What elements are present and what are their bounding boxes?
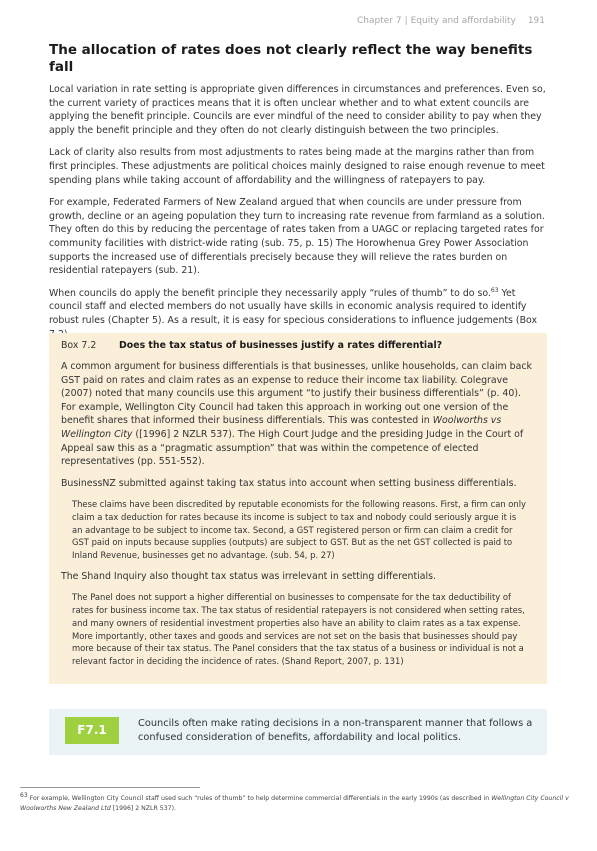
paragraph-text: Yet council staff and elected members do not usually have skills in economic analysis required to identify robust rules (Chapter 5). As a result, it is easy for specious considerations to influence judgements (Box (49, 287, 538, 326)
paragraph: For example, Federated Farmers of New Zealand argued that when councils are under pressure from growth, decline or an ageing population they turn to increasing rate revenue from farmland as a solution. They often do this by reducing the percentage of rates taken from a UAGC or replacing targeted rates for community facilities with district-wide rating (sub. 75, p. 15) The Horowhenua Grey Power Association supports the increased use of differentials precisely because they will relieve the rates burden on residential ratepayers (sub. 21). (49, 197, 545, 277)
paragraph-text: When councils do apply the benefit principle they necessarily apply “rules of thumb” to do so. (49, 287, 491, 299)
finding-label: F7.1 (65, 717, 119, 744)
chapter-label: Chapter 7 (357, 16, 402, 26)
box-paragraph: BusinessNZ submitted against taking tax status into account when setting business differentials. (61, 477, 517, 489)
box-paragraph (61, 360, 535, 469)
footnote-text: For example, Wellington City Council staff used such “rules of thumb” to help determine commercial differentials in the early 1990s (as described in (27, 795, 492, 802)
box-paragraph: The Shand Inquiry also thought tax status was irrelevant in setting differentials. (61, 570, 436, 582)
block-quote-shand: The Panel does not support a higher differential on businesses to compensate for the tax deductibility of rates for business income tax. The tax status of residential ratepayers is not considered when setting rates, and many owners of residential investment properties also have an ability to claim rates as a tax expense. More importantly, other taxes and goods and services are not set on the basis that businesses should pay more because of their tax status. The Panel considers that the tax status of a business or individual is not a relevant factor in deciding the incidence of rates. (Shand Report, 2007, p. 131) (72, 592, 525, 666)
box-7-2 (49, 333, 547, 684)
box-heading (61, 340, 535, 351)
section-label: Equity and affordability (410, 16, 516, 26)
paragraph: Local variation in rate setting is appropriate given differences in circumstances and preferences. Even so, the current variety of practices means that it is often unclear whether and to what extent councils are applying the benefit principle. Councils are ever mindful of the need to consider ability to pay when they apply the benefit principle and they often do not clearly distinguish between the two principles. (49, 84, 546, 136)
block-quote-businessnz: These claims have been discredited by reputable economists for the following reasons. First, a firm can only claim a tax deduction for rates because its income is subject to tax and nobody could seriously argue it is an advantage to be subject to income tax. Second, a GST registered person or firm can claim a credit for GST paid on inputs because supplies (outputs) are subject to GST. But as the net GST collected is paid to Inland Revenue, businesses get no advantage. (sub. 54, p. 27) (72, 499, 527, 561)
box-number: Box 7.2 (61, 340, 97, 351)
box-paragraph-text: ([1996] 2 NZLR 537). The High Court Judge and the presiding Judge in the Court of Appeal saw this as a “pragmatic assumption” that was within the competence of elected representatives (pp. 551-552). (61, 428, 524, 468)
finding-box (49, 709, 547, 755)
footnote-reference[interactable]: 63 (490, 286, 499, 294)
footnote (20, 791, 580, 813)
footnote-case-name: Wellington City Council v Woolworths New Zealand Ltd (20, 795, 569, 812)
box-title: Does the tax status of businesses justify a rates differential? (119, 340, 443, 351)
case-name: Woolworths vs Wellington City (61, 415, 502, 440)
header-separator: | (404, 16, 408, 26)
box-paragraph-text: A common argument for business differentials is that businesses, unlike households, can claim back GST paid on rates and claim rates as an expense to reduce their income tax liability. Colegrave (2007) noted that many councils use this argument “to justify their business differentials” (p. 40). For example, Wellington City Council had taken this approach in working out one version of the benefit shares that informed their business differentials. This was contested in (61, 361, 532, 427)
section-heading: The allocation of rates does not clearly reflect the way benefits fall (49, 42, 533, 75)
footnote-number: 63 (20, 791, 28, 799)
page-number: 191 (527, 16, 545, 26)
running-header (357, 16, 545, 26)
footnote-citation: [1996] 2 NZLR 537). (110, 804, 176, 812)
finding-text: Councils often make rating decisions in a non-transparent manner that follows a confused consideration of benefits, affordability and local politics. (138, 718, 533, 743)
main-content (49, 42, 547, 350)
footnote-divider (20, 787, 200, 788)
paragraph: Lack of clarity also results from most adjustments to rates being made at the margins rather than from first principles. These adjustments are political choices mainly designed to raise enough revenue to meet spending plans while taking account of affordability and the willingness of ratepayers to pay. (49, 147, 545, 186)
